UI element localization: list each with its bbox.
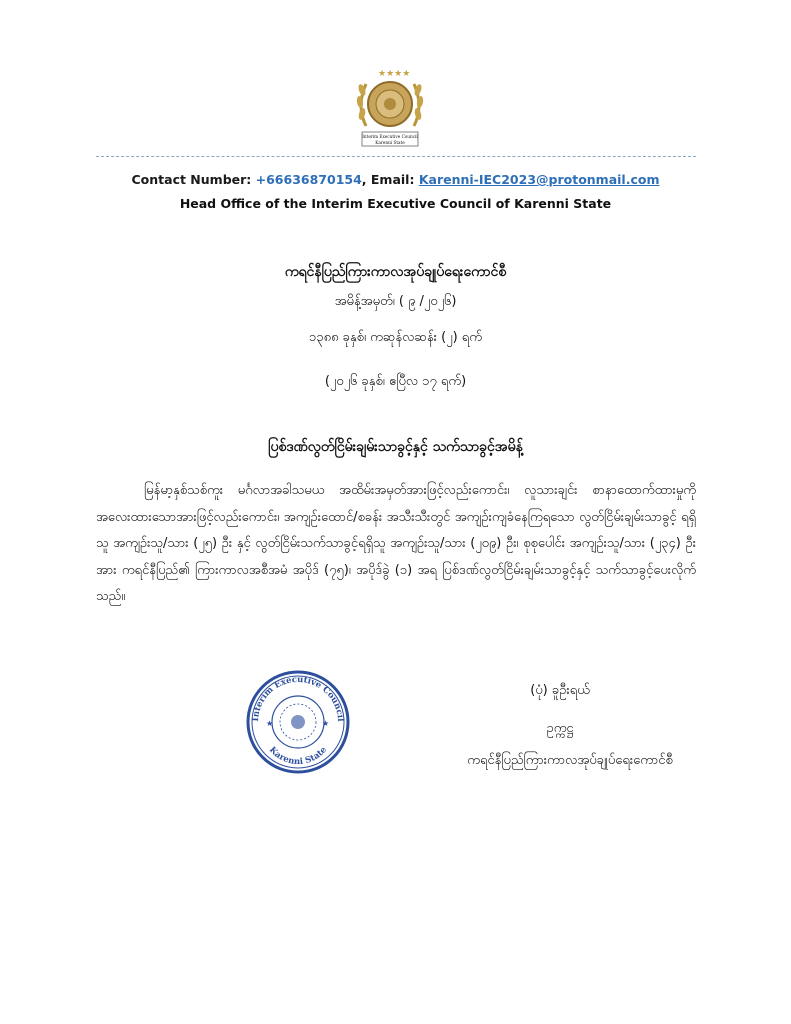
council-logo [352,66,428,152]
contact-label: Contact Number: [131,172,256,187]
signatory-name: (ပုံ) ခူဦးရယ် [530,683,590,698]
official-seal-icon [244,668,352,776]
svg-text:Interim Executive Council: Interim Executive Council [362,134,418,139]
contact-line [0,172,791,187]
seal-bottom-text: Karenni State [266,745,330,768]
seal-top-text: Interim Executive Council [250,674,346,722]
email-link[interactable]: Karenni-IEC2023@protonmail.com [418,172,660,187]
order-body: မြန်မာ့နှစ်သစ်ကူး မင်္ဂလာအခါသမယ အထိမ်းအမှတ်အားဖြင့်လည်းကောင်း၊ လူသားချင်း စာနာထောက်ထားမှုကို အလေးထားသောအားဖြင့်လည်းကောင်း၊ အကျဉ်းထောင်/စခန်း အသီးသီးတွင် အကျဉ်းကျခံနေကြရသော လွတ်ငြိမ်းချမ်းသာခွင့် ရရှိသူ အကျဉ်းသူ/သား (၂၅) ဦး နှင့် လွတ်ငြိမ်းသက်သာခွင့်ရရှိသူ အကျဉ်းသူ/သား (၂၀၉) ဦး၊ စုစုပေါင်း အကျဉ်းသူ/သား (၂၃၄) ဦးအား ကရင်နီပြည်၏ ကြားကာလအစီအမံ အပိုဒ် (၇၅)၊ အပိုဒ်ခွဲ (၁) အရ ပြစ်ဒဏ်လွတ်ငြိမ်းချမ်းသာခွင့်နှင့် သက်သာခွင့်ပေးလိုက်သည်။ [96,483,696,604]
svg-text:★★★★: ★★★★ [378,69,411,79]
council-title: ကရင်နီပြည်ကြားကာလအုပ်ချုပ်ရေးကောင်စီ [284,264,507,280]
order-number: အမိန့်အမှတ်၊ ( ၉ /၂၀၂၆) [334,294,457,309]
email-label: , Email: [361,172,419,187]
phone-number[interactable]: +66636870154 [255,172,362,187]
date-gregorian: (၂၀၂၆ ခုနှစ်၊ ဧပြီလ ၁၇ ရက်) [324,374,467,389]
head-office-line: Head Office of the Interim Executive Council of Karenni State [179,196,612,211]
svg-text:Karenni State: Karenni State [375,140,405,145]
header-divider [96,156,696,157]
order-subject: ပြစ်ဒဏ်လွတ်ငြိမ်းချမ်းသာခွင့်နှင့် သက်သာခွင့်အမိန့် [268,439,523,455]
date-myanmar: ၁၃၈၈ ခုနှစ်၊ ကဆုန်လဆန်း (၂) ရက် [309,330,482,345]
signatory-role: ဥက္ကဋ္ဌ [546,721,574,736]
svg-text:★: ★ [322,719,330,728]
signatory-organization: ကရင်နီပြည်ကြားကာလအုပ်ချုပ်ရေးကောင်စီ [467,753,673,768]
svg-text:★: ★ [266,719,274,728]
